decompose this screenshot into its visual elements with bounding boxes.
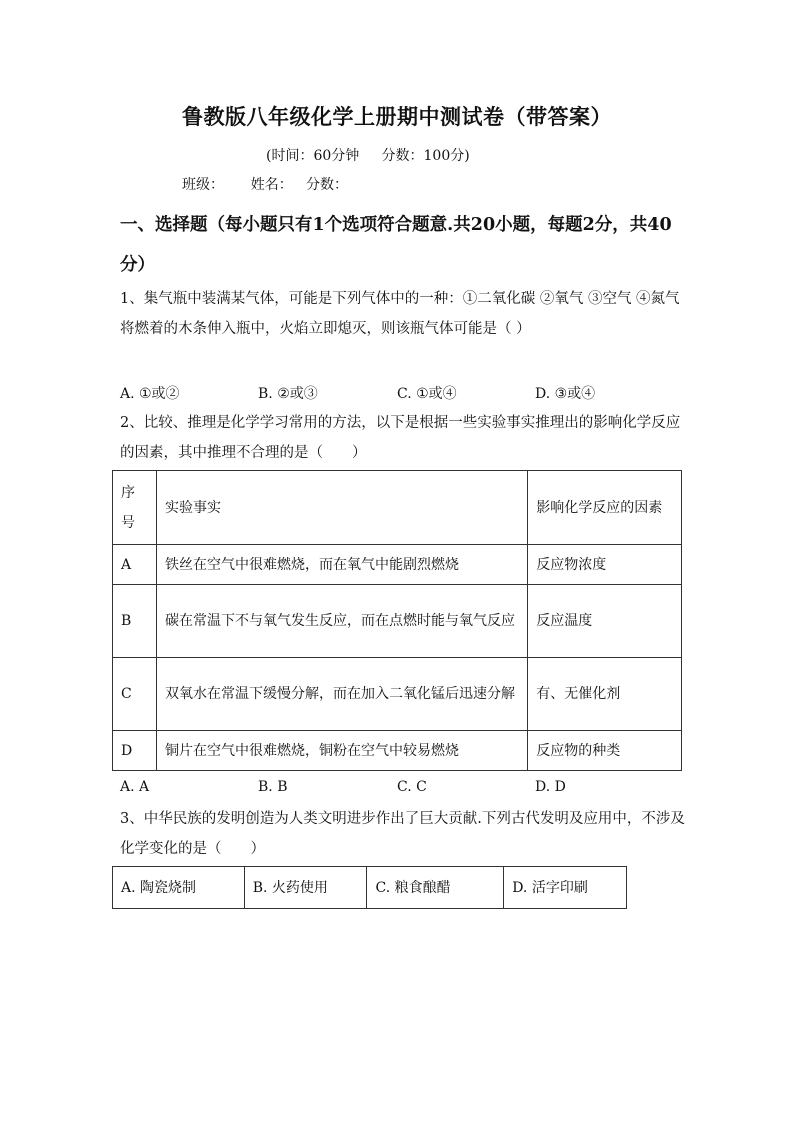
q3-option-d: D. 活字印刷: [504, 867, 627, 909]
table-cell: 双氧水在常温下缓慢分解，而在加入二氧化锰后迅速分解: [156, 658, 527, 731]
table-cell: 反应物的种类: [528, 731, 682, 771]
q1-option-a: A. ①或②: [120, 386, 180, 402]
q1-option-d: D. ③或④: [535, 386, 596, 402]
table-row: [113, 545, 682, 585]
question-2-stem: 2、比较、推理是化学学习常用的方法，以下是根据一些实验事实推理出的影响化学反应的因素，其中推理不合理的是（ ）: [120, 415, 681, 461]
question-2-table: [112, 470, 682, 771]
table-row: [113, 658, 682, 731]
table-cell: 有、无催化剂: [528, 658, 682, 731]
table-cell: 铁丝在空气中很难燃烧，而在氧气中能剧烈燃烧: [156, 545, 527, 585]
q1-option-c: C. ①或④: [397, 386, 457, 402]
question-3-stem: 3、中华民族的发明创造为人类文明进步作出了巨大贡献.下列古代发明及应用中，不涉及化学变化的是（ ）: [120, 811, 685, 857]
page-title: 鲁教版八年级化学上册期中测试卷（带答案）: [182, 104, 612, 129]
table-cell: 反应温度: [528, 585, 682, 658]
table-cell: 碳在常温下不与氧气发生反应，而在点燃时能与氧气反应: [156, 585, 527, 658]
table-cell: 反应物浓度: [528, 545, 682, 585]
table-row: [113, 867, 627, 909]
q3-option-b: B. 火药使用: [244, 867, 367, 909]
q1-option-b: B. ②或③: [258, 386, 318, 402]
table-header-cell: 影响化学反应的因素: [528, 471, 682, 545]
q2-option-d: D. D: [535, 779, 566, 795]
q3-option-c: C. 粮食酿醋: [367, 867, 504, 909]
table-cell: D: [113, 731, 157, 771]
question-1-stem: 1、集气瓶中装满某气体，可能是下列气体中的一种：①二氧化碳 ②氧气 ③空气 ④氮气将燃着的木条伸入瓶中，火焰立即熄灭，则该瓶气体可能是（ ）: [120, 291, 680, 337]
q3-option-a: A. 陶瓷烧制: [113, 867, 245, 909]
q2-option-a: A. A: [120, 779, 150, 795]
table-header-cell: 实验事实: [156, 471, 527, 545]
table-cell: A: [113, 545, 157, 585]
table-header-cell: 序号: [113, 471, 157, 545]
table-row: [113, 731, 682, 771]
table-cell: C: [113, 658, 157, 731]
q2-option-b: B. B: [258, 779, 288, 795]
table-cell: B: [113, 585, 157, 658]
table-row: [113, 585, 682, 658]
q2-option-c: C. C: [397, 779, 427, 795]
section-heading: 一、选择题（每小题只有1个选项符合题意.共20小题，每题2分，共40分）: [120, 215, 672, 275]
table-cell: 铜片在空气中很难燃烧，铜粉在空气中较易燃烧: [156, 731, 527, 771]
student-info-line: 班级： 姓名： 分数：: [182, 177, 349, 193]
table-header-row: [113, 471, 682, 545]
exam-time-score: (时间：60分钟 分数：100分): [266, 148, 470, 164]
question-3-options-table: [112, 866, 627, 909]
